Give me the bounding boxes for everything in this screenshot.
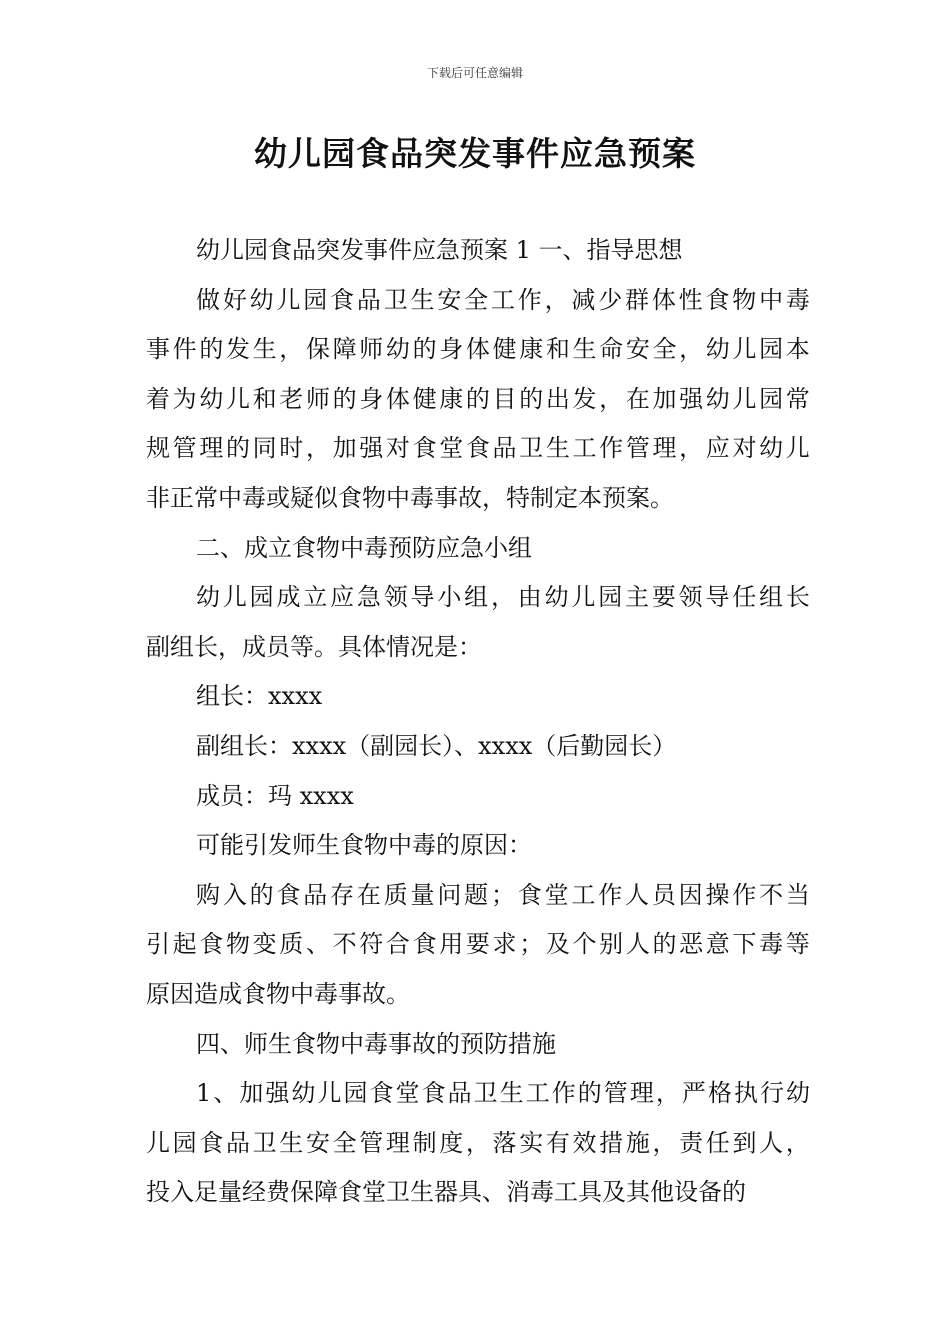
paragraph-line: 着 为 幼 儿 和 老 师 的 身 体 健 康 的 目 的 出 发 ， 在 加 强 幼 儿 园 常: [146, 384, 810, 413]
paragraph-line: 儿 园 食 品 卫 生 安 全 管 理 制 度 ， 落 实 有 效 措 施 ， 责 任 到 人 ，: [146, 1128, 810, 1157]
paragraph-line: 投入足量经费保障食堂卫生器具、消毒工具及其他设备的: [146, 1178, 746, 1207]
paragraph-line: 非正常中毒或疑似食物中毒事故，特制定本预案。: [146, 483, 674, 512]
header-note: 下载后可任意编辑: [426, 66, 523, 80]
paragraph-line: 四、师生食物中毒事故的预防措施: [196, 1029, 556, 1058]
paragraph-line: 可能引发师生食物中毒的原因：: [196, 831, 532, 860]
paragraph-line: 事 件 的 发 生 ， 保 障 师 幼 的 身 体 健 康 和 生 命 安 全 ， 幼 儿 园 本: [146, 335, 810, 364]
paragraph-line: 引 起 食 物 变 质 、 不 符 合 食 用 要 求 ； 及 个 别 人 的 恶 意 下 毒 等: [146, 930, 810, 959]
paragraph-line: 二、成立食物中毒预防应急小组: [196, 533, 532, 562]
paragraph-line: 做 好 幼 儿 园 食 品 卫 生 安 全 工 作 ， 减 少 群 体 性 食 物 中 毒: [196, 285, 810, 314]
paragraph-line: 原因造成食物中毒事故。: [146, 979, 410, 1008]
paragraph-line: 幼 儿 园 成 立 应 急 领 导 小 组 ， 由 幼 儿 园 主 要 领 导 任 组 长: [196, 583, 810, 612]
paragraph-line: 规 管 理 的 同 时 ， 加 强 对 食 堂 食 品 卫 生 工 作 管 理 ， 应 对 幼 儿: [146, 434, 810, 463]
paragraph-line: 幼儿园食品突发事件应急预案 1 一、指导思想: [196, 236, 683, 264]
paragraph-line: 1 、 加 强 幼 儿 园 食 堂 食 品 卫 生 工 作 的 管 理 ， 严 格 执 行 幼: [196, 1079, 810, 1108]
paragraph-line: 副组长：xxxx（副园长）、xxxx（后勤园长）: [196, 731, 677, 760]
paragraph-line: 成员：玛 xxxx: [196, 781, 354, 810]
document-body: [146, 226, 810, 1218]
paragraph-line: 副组长，成员等。具体情况是：: [146, 632, 482, 661]
paragraph-line: 购 入 的 食 品 存 在 质 量 问 题 ； 食 堂 工 作 人 员 因 操 作 不 当: [196, 880, 810, 909]
document-title: 幼儿园食品突发事件应急预案: [254, 134, 696, 173]
paragraph-line: 组长：xxxx: [196, 682, 323, 711]
